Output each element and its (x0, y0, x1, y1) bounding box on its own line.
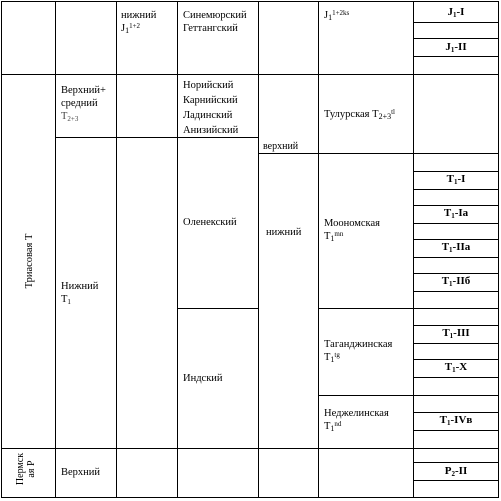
jurassic-division-label: нижний (121, 10, 157, 21)
substage-lower: нижний (266, 227, 302, 238)
tagandzha-suite (324, 338, 392, 364)
code-row-line (413, 171, 499, 172)
code-sub: 1 (449, 332, 454, 340)
code-t1-i (414, 173, 498, 187)
code-sub: 1 (450, 46, 455, 54)
index-sub: 1 (125, 26, 130, 35)
stage-anisian: Анизийский (183, 125, 239, 136)
code-tail: -II (455, 465, 468, 477)
suite-name: Таганджинская (324, 339, 393, 350)
code-tail: -IIб (452, 275, 471, 287)
index-sup: tl (391, 108, 395, 116)
lower-index (61, 293, 98, 307)
code-row-line (413, 205, 499, 206)
triassic-system-label: Триасовая Т (24, 233, 35, 289)
code-tail: -X (455, 361, 468, 373)
upper-middle-index (61, 110, 113, 124)
code-sub: 1 (452, 366, 456, 374)
lower-label: Нижний (61, 281, 99, 292)
code-sub: 1 (449, 246, 453, 254)
code-tail: -IIa (452, 241, 471, 253)
index-letter: Т (324, 352, 331, 363)
column-divider (177, 1, 178, 498)
suite-name: Моономская (324, 218, 380, 229)
permian-system-label (15, 441, 37, 497)
code-tail: -Ia (454, 207, 469, 219)
code-j1-i (414, 6, 498, 20)
nedzhelin-suite (324, 407, 389, 433)
upper-middle-stages (183, 78, 238, 138)
code-t1-ia (414, 207, 498, 221)
permian-label-line1: Пермск (15, 452, 26, 486)
code-j1-ii (414, 41, 498, 55)
code-row-line (413, 291, 499, 292)
stage-ladinian: Ладинский (183, 110, 233, 121)
row-divider-jurassic (1, 74, 499, 75)
column-divider (318, 1, 319, 498)
index-sup: 1+2 (129, 22, 141, 30)
index-letter: Т (324, 421, 331, 432)
code-row-line (413, 325, 499, 326)
code-letter: T (444, 361, 453, 373)
code-tail: -I (457, 173, 466, 185)
index-sup: mn (334, 230, 344, 238)
code-sub: 1 (449, 280, 453, 288)
code-t1-ivv (414, 414, 498, 428)
row-divider-permian (1, 448, 499, 449)
code-t1-iib (414, 275, 498, 289)
column-divider (116, 1, 117, 498)
jurassic-stages (183, 9, 247, 35)
code-tail: -I (456, 6, 465, 18)
index-sub: 1 (330, 424, 335, 433)
code-row-line (413, 412, 499, 413)
index-letter: J (324, 10, 329, 21)
code-sub: 2 (451, 470, 455, 478)
table-border-left (1, 1, 2, 498)
index-sub: 1 (330, 234, 335, 243)
code-letter: T (439, 414, 447, 426)
code-t1-x (414, 361, 498, 375)
code-row-line (413, 462, 499, 463)
substage-upper: верхний (263, 141, 299, 152)
jurassic-division-index (121, 22, 156, 35)
column-divider (55, 1, 56, 498)
code-row-line (413, 239, 499, 240)
index-sub: 2+3 (67, 115, 79, 123)
code-sub: 1 (447, 419, 451, 427)
code-letter: J (447, 6, 454, 18)
code-tail: -IVв (450, 414, 473, 426)
stage-induan: Индский (183, 373, 223, 384)
code-t1-iii (414, 327, 498, 341)
index-sub: 1 (330, 355, 335, 364)
stage-norian: Норийский (183, 80, 234, 91)
code-letter: T (441, 241, 450, 253)
code-tail: -II (454, 41, 467, 53)
code-row-line (413, 359, 499, 360)
code-row-line (413, 56, 499, 57)
upper-middle-division (61, 84, 113, 124)
code-letter: T (441, 275, 450, 287)
code-row-line (413, 343, 499, 344)
stage-olenekian: Оленекский (183, 217, 237, 228)
table-border-bottom (1, 497, 499, 498)
lower-division (61, 280, 98, 307)
table-border-right (498, 1, 499, 498)
code-row-line (413, 273, 499, 274)
stage-sinemurian: Синемюрский (183, 10, 247, 21)
upper-middle-label: Верхний+ средний (61, 85, 106, 109)
stage-carnian: Карнийский (183, 95, 238, 106)
index-sup: 1+2ks (332, 9, 350, 17)
index-sup: nd (334, 420, 342, 428)
moonom-index (324, 230, 380, 243)
suite-name: Неджелинская (324, 408, 389, 419)
code-row-line (413, 223, 499, 224)
index-letter: Т (324, 231, 331, 242)
index-sub: 1 (328, 13, 333, 22)
index-sub: 1 (67, 298, 71, 306)
row-divider-tulur (258, 153, 499, 154)
moonom-suite (324, 217, 380, 243)
tagandzha-index (324, 351, 392, 364)
code-row-line (413, 480, 499, 481)
code-letter: J (445, 41, 451, 53)
code-sub: 1 (453, 178, 458, 186)
jurassic-division (121, 9, 156, 35)
code-p2-ii (414, 465, 498, 479)
index-sup: tg (334, 351, 340, 359)
nedzhelin-index (324, 420, 389, 433)
index-letter: Т (61, 111, 68, 122)
row-divider-moonom (318, 308, 499, 309)
code-sub: 1 (451, 212, 455, 220)
code-letter: T (442, 327, 450, 339)
index-letter: J (121, 23, 126, 34)
row-divider-olenek (177, 308, 259, 309)
stage-hettangian: Геттангский (183, 23, 238, 34)
index-sub: 2+3 (378, 112, 392, 121)
index-letter: Т (61, 294, 68, 305)
code-row-line (413, 189, 499, 190)
code-t1-iia (414, 241, 498, 255)
table-border-top (1, 1, 499, 2)
row-divider-tagandzha (318, 395, 499, 396)
tulur-suite (324, 108, 395, 121)
code-letter: P (444, 465, 452, 477)
permian-division: Верхний (61, 467, 101, 478)
suite-name: Тулурская Т (324, 109, 379, 120)
code-tail: -III (453, 327, 470, 339)
code-sub: 1 (453, 11, 457, 19)
code-row-line (413, 257, 499, 258)
code-row-line (413, 377, 499, 378)
column-divider (258, 1, 259, 498)
permian-label-line2: ая Р (26, 460, 37, 478)
code-letter: T (443, 207, 452, 219)
jurassic-suite-index (324, 9, 349, 22)
code-row-line (413, 22, 499, 23)
code-letter: T (446, 173, 454, 185)
code-row-line (413, 430, 499, 431)
code-row-line (413, 38, 499, 39)
